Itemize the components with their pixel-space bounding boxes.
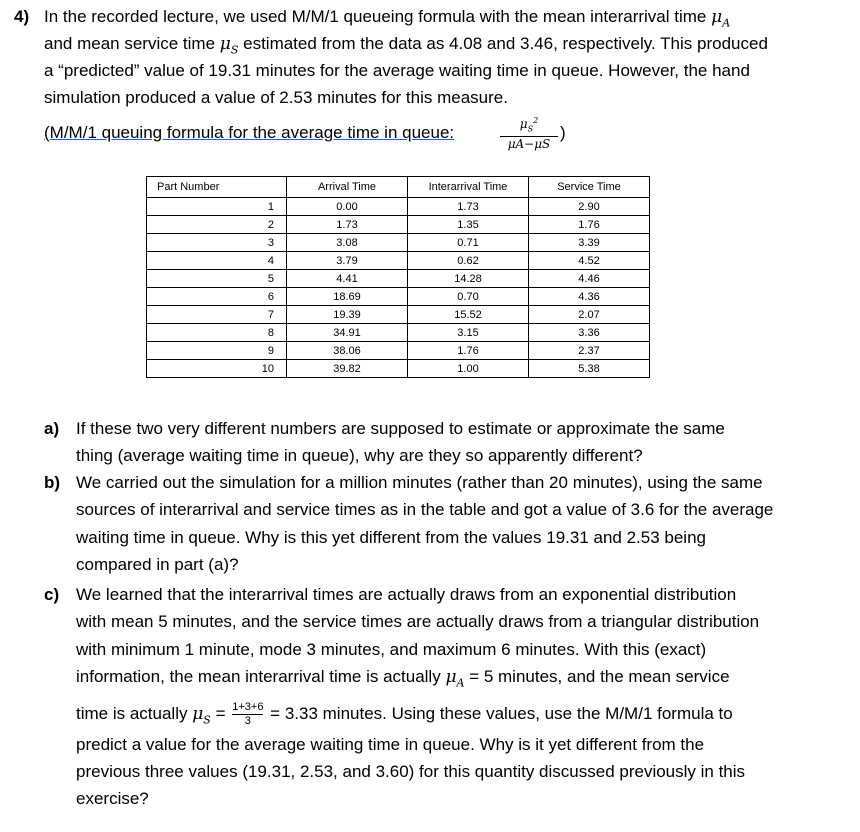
cell-part-number: 10 xyxy=(147,360,287,378)
table-row xyxy=(147,234,650,252)
intro-line-3: a “predicted” value of 19.31 minutes for the average waiting time in queue. However, the hand xyxy=(44,61,750,80)
cell-interarrival-time: 0.70 xyxy=(408,288,529,306)
cell-interarrival-time: 0.71 xyxy=(408,234,529,252)
formula-line xyxy=(44,119,454,146)
cell-part-number: 7 xyxy=(147,306,287,324)
cell-part-number: 8 xyxy=(147,324,287,342)
part-b-text: We carried out the simulation for a million minutes (rather than 20 minutes), using the same sources of interarrival and service times as in the table and got a value of 3.6 for the average waiting time in queue. Why is this yet different from the values 19.31 and 2.53 being compared in part (a)? xyxy=(76,473,774,574)
part-c-label: c) xyxy=(44,585,60,604)
cell-arrival-time: 18.69 xyxy=(287,288,408,306)
cell-service-time: 3.39 xyxy=(529,234,650,252)
table-row xyxy=(147,270,650,288)
table-row xyxy=(147,306,650,324)
mu-s-symbol-c: $\mu_S$ xyxy=(192,703,211,726)
cell-part-number: 6 xyxy=(147,288,287,306)
cell-part-number: 4 xyxy=(147,252,287,270)
cell-arrival-time: 3.79 xyxy=(287,252,408,270)
formula-close-paren: ) xyxy=(560,123,566,142)
formula-label: M/M/1 queuing formula for the average time in queue: xyxy=(49,123,455,142)
cell-interarrival-time: 1.76 xyxy=(408,342,529,360)
part-a-label: a) xyxy=(44,419,60,438)
cell-arrival-time: 3.08 xyxy=(287,234,408,252)
cell-service-time: 2.37 xyxy=(529,342,650,360)
cell-interarrival-time: 14.28 xyxy=(408,270,529,288)
formula-numerator: $\mu_S^2$ xyxy=(519,116,539,134)
cell-part-number: 5 xyxy=(147,270,287,288)
cell-interarrival-time: 15.52 xyxy=(408,306,529,324)
cell-part-number: 2 xyxy=(147,216,287,234)
cell-service-time: 3.36 xyxy=(529,324,650,342)
cell-part-number: 9 xyxy=(147,342,287,360)
formula-fraction xyxy=(500,114,558,151)
header-arrival-time: Arrival Time xyxy=(287,177,408,198)
table-row xyxy=(147,216,650,234)
cell-arrival-time: 4.41 xyxy=(287,270,408,288)
part-a-text: If these two very different numbers are supposed to estimate or approximate the same thing (average waiting time in queue), why are they so apparently different? xyxy=(76,419,725,466)
header-interarrival-time: Interarrival Time xyxy=(408,177,529,198)
cell-arrival-time: 1.73 xyxy=(287,216,408,234)
data-table xyxy=(146,176,650,378)
part-b-label: b) xyxy=(44,473,61,492)
cell-interarrival-time: 1.00 xyxy=(408,360,529,378)
header-part-number: Part Number xyxy=(147,177,287,198)
cell-arrival-time: 34.91 xyxy=(287,324,408,342)
table-header-row xyxy=(147,177,650,198)
cell-arrival-time: 19.39 xyxy=(287,306,408,324)
cell-service-time: 1.76 xyxy=(529,216,650,234)
cell-service-time: 4.46 xyxy=(529,270,650,288)
cell-arrival-time: 39.82 xyxy=(287,360,408,378)
intro-line-4: simulation produced a value of 2.53 minutes for this measure. xyxy=(44,88,508,107)
table-row xyxy=(147,360,650,378)
table-row xyxy=(147,324,650,342)
mu-a-symbol-c: $\mu_A$ xyxy=(445,666,465,690)
cell-interarrival-time: 1.35 xyxy=(408,216,529,234)
cell-service-time: 5.38 xyxy=(529,360,650,378)
cell-part-number: 3 xyxy=(147,234,287,252)
table-row xyxy=(147,288,650,306)
cell-service-time: 4.52 xyxy=(529,252,650,270)
table-row xyxy=(147,252,650,270)
cell-interarrival-time: 3.15 xyxy=(408,324,529,342)
mu-s-symbol: $\mu_S$ xyxy=(219,34,239,57)
header-service-time: Service Time xyxy=(529,177,650,198)
cell-part-number: 1 xyxy=(147,198,287,216)
cell-service-time: 2.07 xyxy=(529,306,650,324)
service-mean-fraction: $\frac{1+3+6}{3}$ xyxy=(232,700,264,727)
cell-service-time: 2.90 xyxy=(529,198,650,216)
mu-a-symbol: $\mu_A$ xyxy=(711,7,731,30)
part-c-text: We learned that the interarrival times are actually draws from an exponential distribution with mean 5 minutes, and the service times are actually draws from a triangular distribution with minimum 1 minute, mode 3 minutes, and maximum 6 minutes. With this (exact) information, the mean interarrival time is actually $\mu_A = 5$ minutes, and the mean service time is actually $\mu_S$ = $\frac{1+3+6}{3}$ = 3.33 minutes. Using these values, use the M/M/1 formula to predict a value for the average waiting time in queue. Why is it yet different from the previous three values (19.31, 2.53, and 3.60) for this quantity discussed previously in this exercise? xyxy=(76,585,760,809)
formula-denominator: μA−μS xyxy=(507,137,551,152)
question-number: 4) xyxy=(14,7,30,26)
cell-arrival-time: 38.06 xyxy=(287,342,408,360)
cell-interarrival-time: 0.62 xyxy=(408,252,529,270)
table-row xyxy=(147,342,650,360)
intro-line-2: and mean service time $\mu_S$ estimated from the data as 4.08 and 3.46, respectively. This produced xyxy=(44,34,768,57)
formula-open-paren: ( xyxy=(44,123,50,142)
intro-line-1: In the recorded lecture, we used M/M/1 queueing formula with the mean interarrival time $\mu_A$ xyxy=(44,7,731,30)
table-row xyxy=(147,198,650,216)
cell-service-time: 4.36 xyxy=(529,288,650,306)
cell-arrival-time: 0.00 xyxy=(287,198,408,216)
cell-interarrival-time: 1.73 xyxy=(408,198,529,216)
